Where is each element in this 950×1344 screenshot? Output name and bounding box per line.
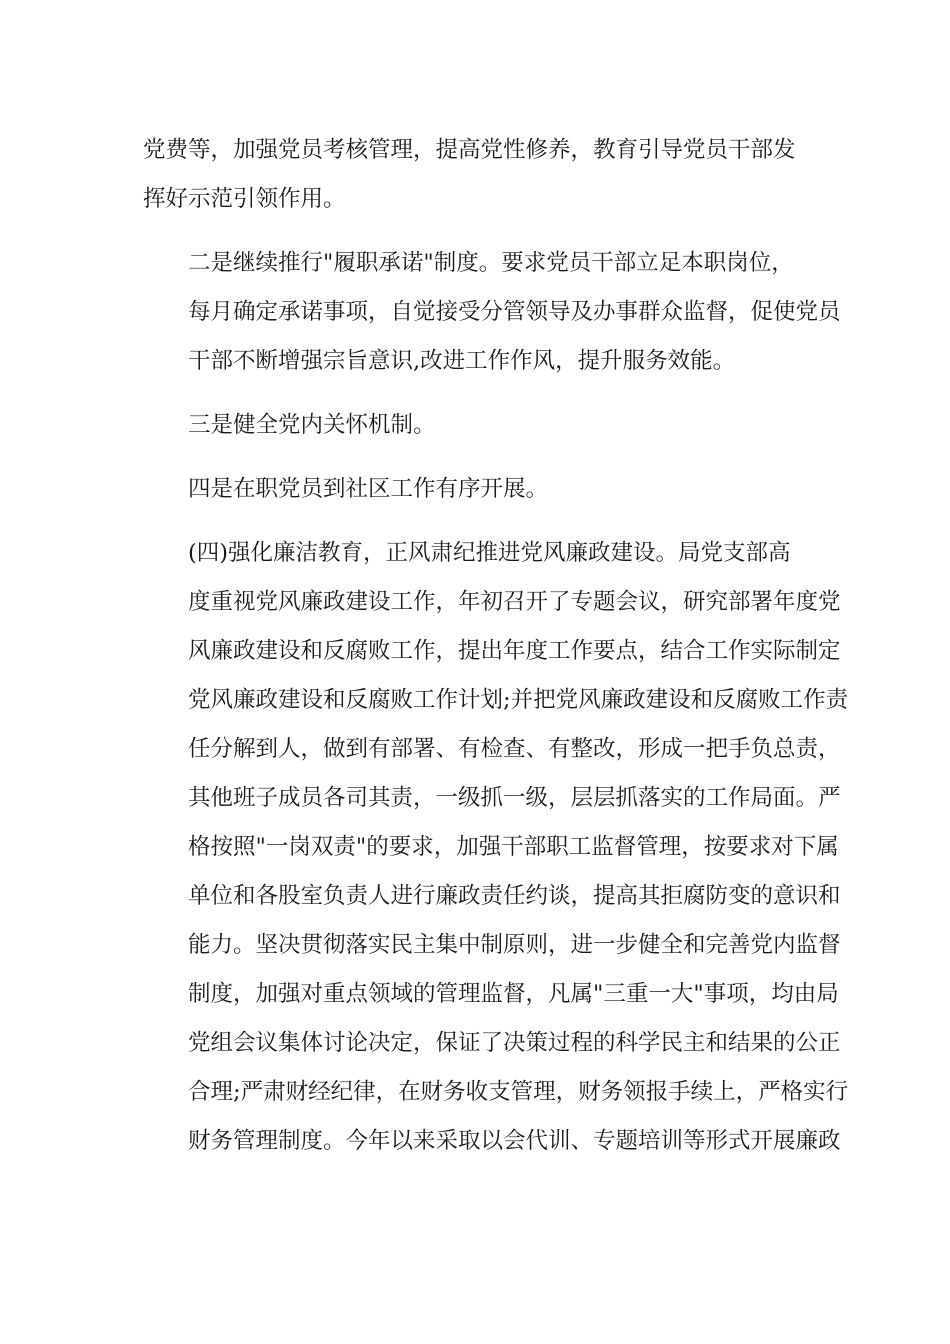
- text-line: 格按照"一岗双责"的要求，加强干部职工监督管理，按要求对下属: [188, 834, 839, 860]
- text-line: 三是健全党内关怀机制。: [188, 412, 436, 438]
- paragraph-5: [143, 529, 849, 1166]
- text-line: 党风廉政建设和反腐败工作计划;并把党风廉政建设和反腐败工作责: [188, 687, 849, 713]
- body-text: [143, 126, 849, 1181]
- text-line: 合理;严肃财经纪律，在财务收支管理，财务领报手续上，严格实行: [188, 1079, 849, 1105]
- paragraph-4: [143, 465, 803, 514]
- text-line: 二是继续推行"履职承诺"制度。要求党员干部立足本职岗位，: [188, 250, 794, 276]
- text-line: 度重视党风廉政建设工作，年初召开了专题会议，研究部署年度党: [188, 589, 841, 615]
- text-line: 财务管理制度。今年以来采取以会代训、专题培训等形式开展廉政: [188, 1128, 841, 1154]
- text-line: 四是在职党员到社区工作有序开展。: [188, 476, 549, 502]
- text-line: 其他班子成员各司其责，一级抓一级，层层抓落实的工作局面。严: [188, 785, 841, 811]
- text-line: 制度，加强对重点领域的管理监督，凡属"三重一大"事项，均由局: [188, 981, 839, 1007]
- text-line: 能力。坚决贯彻落实民主集中制原则，进一步健全和完善党内监督: [188, 932, 841, 958]
- text-line: 任分解到人，做到有部署、有检查、有整改，形成一把手负总责，: [188, 736, 841, 762]
- text-line: 党组会议集体讨论决定，保证了决策过程的科学民主和结果的公正: [188, 1030, 841, 1056]
- text-line: 每月确定承诺事项，自觉接受分管领导及办事群众监督，促使党员: [188, 299, 841, 325]
- text-line: 风廉政建设和反腐败工作，提出年度工作要点，结合工作实际制定: [188, 638, 841, 664]
- text-line: 党费等，加强党员考核管理，提高党性修养，教育引导党员干部发: [143, 137, 796, 163]
- paragraph-3: [143, 401, 803, 450]
- text-line: (四)强化廉洁教育，正风肃纪推进党风廉政建设。局党支部高: [188, 540, 791, 566]
- text-line: 干部不断增强宗旨意识,改进工作作风，提升服务效能。: [188, 348, 736, 374]
- paragraph-1: [143, 126, 803, 224]
- text-line: 挥好示范引领作用。: [143, 186, 346, 212]
- paragraph-2: [143, 239, 841, 386]
- text-line: 单位和各股室负责人进行廉政责任约谈，提高其拒腐防变的意识和: [188, 883, 841, 909]
